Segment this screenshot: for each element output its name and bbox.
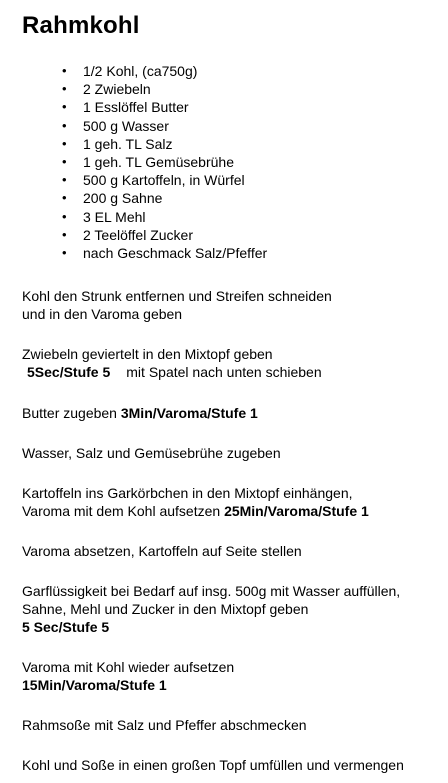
- step-text: und in den Varoma geben: [22, 306, 183, 322]
- bullet-icon: •: [62, 99, 67, 115]
- bullet-icon: •: [62, 226, 67, 242]
- ingredient-text: 1 Esslöffel Butter: [83, 99, 189, 116]
- step-text: Garflüssigkeit bei Bedarf auf insg. 500g mit Wasser auffüllen,: [22, 583, 401, 599]
- step-9: [22, 716, 307, 734]
- step-8: [22, 658, 234, 694]
- step-instruction: 25Min/Varoma/Stufe 1: [224, 503, 369, 519]
- bullet-icon: •: [62, 63, 67, 78]
- step-text: Wasser, Salz und Gemüsebrühe zugeben: [22, 445, 281, 461]
- bullet-icon: •: [62, 190, 67, 206]
- ingredient-text: nach Geschmack Salz/Pfeffer: [83, 244, 268, 261]
- step-3: [22, 404, 258, 422]
- step-text: Kartoffeln ins Garkörbchen in den Mixtopf einhängen,: [22, 485, 353, 501]
- step-text: Varoma mit dem Kohl aufsetzen: [22, 503, 225, 519]
- step-text: Sahne, Mehl und Zucker in den Mixtopf geben: [22, 601, 309, 617]
- step-instruction: 5 Sec/Stufe 5: [22, 619, 110, 635]
- bullet-icon: •: [62, 117, 67, 133]
- step-instruction: 15Min/Varoma/Stufe 1: [22, 677, 167, 693]
- step-text: Varoma mit Kohl wieder aufsetzen: [22, 659, 235, 675]
- step-instruction: 3Min/Varoma/Stufe 1: [120, 405, 258, 421]
- bullet-icon: •: [62, 172, 67, 188]
- step-2: [22, 345, 322, 381]
- ingredient-text: 2 Teelöffel Zucker: [83, 226, 193, 243]
- step-6: [22, 542, 302, 560]
- step-line: [22, 502, 369, 520]
- bullet-icon: •: [62, 208, 67, 224]
- recipe-title: Rahmkohl: [22, 12, 140, 39]
- ingredient-text: 1 geh. TL Salz: [83, 135, 173, 152]
- step-text: Zwiebeln geviertelt in den Mixtopf geben: [22, 346, 273, 362]
- step-text: Kohl und Soße in einen großen Topf umfüllen und vermengen: [22, 757, 404, 773]
- step-7: [22, 582, 400, 636]
- ingredient-text: 3 EL Mehl: [83, 208, 146, 225]
- step-text: Kohl den Strunk entfernen und Streifen schneiden: [22, 288, 332, 304]
- bullet-icon: •: [62, 135, 67, 151]
- step-line: [22, 363, 322, 381]
- ingredient-text: 2 Zwiebeln: [83, 81, 151, 98]
- bullet-icon: •: [62, 244, 67, 260]
- ingredient-text: 1/2 Kohl, (ca750g): [83, 63, 198, 79]
- ingredient-text: 200 g Sahne: [83, 190, 163, 207]
- bullet-icon: •: [62, 153, 67, 169]
- step-instruction: 5Sec/Stufe 5: [27, 364, 111, 380]
- ingredient-text: 500 g Wasser: [83, 117, 169, 134]
- bullet-icon: •: [62, 81, 67, 97]
- step-10: [22, 756, 404, 774]
- step-text: mit Spatel nach unten schieben: [126, 364, 322, 380]
- ingredient-text: 500 g Kartoffeln, in Würfel: [83, 172, 245, 189]
- step-5: [22, 484, 369, 520]
- ingredient-text: 1 geh. TL Gemüsebrühe: [83, 153, 234, 170]
- step-text: Varoma absetzen, Kartoffeln auf Seite stellen: [22, 543, 302, 559]
- step-text: Rahmsoße mit Salz und Pfeffer abschmecken: [22, 717, 307, 733]
- step-text: Butter zugeben: [22, 405, 121, 421]
- step-4: [22, 444, 281, 462]
- step-1: [22, 287, 332, 323]
